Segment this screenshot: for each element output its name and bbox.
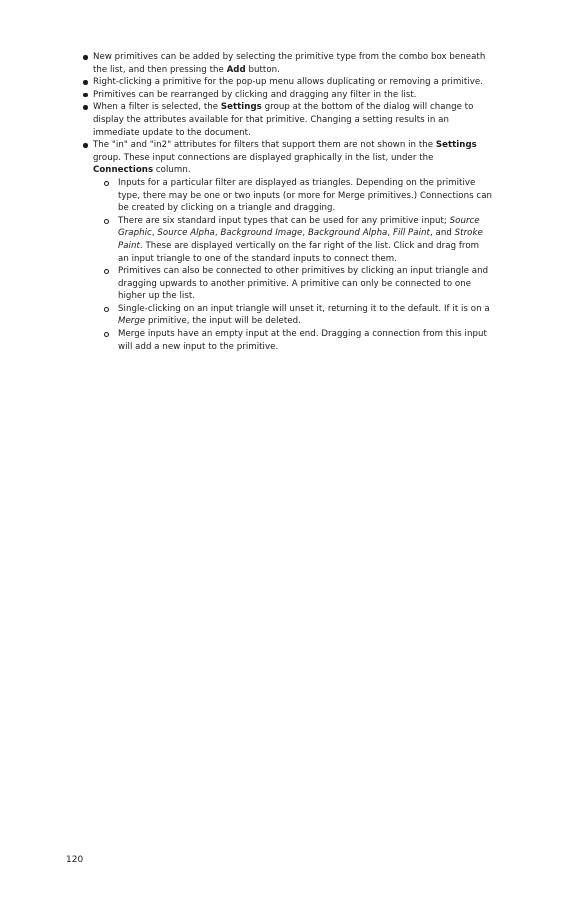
bullet-icon — [83, 93, 88, 98]
sub-list-item-text: Inputs for a particular filter are displayed as triangles. Depending on the primitive type, there may be one or two inputs (or more for Merge primitives.) Connections can be created by clicking on a triangle and dragging. — [118, 177, 493, 214]
input-type-source-alpha: Source Alpha — [157, 228, 215, 239]
sub-list-item-text: primitive, the input will be deleted. — [145, 316, 301, 327]
input-type-fill-paint: Fill Paint — [392, 228, 430, 239]
page-number: 120 — [66, 855, 84, 865]
hollow-bullet-icon — [104, 269, 109, 274]
bullet-icon — [83, 80, 88, 85]
separator: , — [214, 228, 221, 239]
list-item — [72, 76, 492, 89]
list-item-text: Primitives can be rearranged by clicking and dragging any filter in the list. — [93, 89, 417, 100]
sub-list-item — [93, 303, 492, 328]
settings-label: Settings — [435, 140, 477, 151]
page-content — [72, 51, 492, 353]
list-item-text: New primitives can be added by selecting the primitive type from the combo box beneath the list, and then pressing the — [93, 52, 486, 75]
list-item-text: group. These input connections are displayed graphically in the list, under the — [93, 152, 434, 163]
sub-list-item-text: Single-clicking on an input triangle will unset it, returning it to the default. If it is on a — [118, 303, 490, 314]
list-item-text: When a filter is selected, the — [93, 102, 221, 113]
list-item — [72, 101, 492, 139]
separator: , and — [429, 228, 455, 239]
sub-list-item — [93, 265, 492, 303]
list-item-text: Right-clicking a primitive for the pop-up menu allows duplicating or removing a primitive. — [93, 77, 483, 88]
list-item-text: The "in" and "in2" attributes for filters that support them are not shown in the — [93, 140, 436, 151]
sub-list-item — [93, 328, 492, 353]
add-label: Add — [226, 64, 246, 75]
separator: , — [302, 228, 308, 239]
sub-list-item — [93, 215, 492, 265]
merge-label: Merge — [118, 316, 146, 327]
sub-list-item-text: . These are displayed vertically on the far right of the list. Click and drag from an input triangle to one of the standard inputs to connect them. — [118, 240, 480, 264]
list-item-text: group at the bottom of the dialog will change to display the attributes available for that primitive. Changing a setting results in an immediate update to the document. — [93, 102, 474, 138]
list-item-text: column. — [153, 165, 191, 176]
sub-list-item-text: Merge inputs have an empty input at the end. Dragging a connection from this input will add a new input to the primitive. — [118, 329, 487, 352]
connections-label: Connections — [93, 165, 154, 176]
input-type-background-image: Background Image — [220, 228, 303, 239]
separator: , — [151, 228, 158, 239]
sub-bullet-list — [93, 177, 492, 353]
hollow-bullet-icon — [104, 181, 109, 186]
list-item — [72, 89, 492, 102]
hollow-bullet-icon — [104, 332, 109, 337]
sub-list-item — [93, 177, 492, 215]
sub-list-item-text: There are six standard input types that can be used for any primitive input; — [118, 215, 450, 226]
sub-list-item-text: Primitives can also be connected to other primitives by clicking an input triangle and dragging upwards to another primitive. A primitive can only be connected to one higher up the list. — [118, 266, 489, 302]
bullet-icon — [83, 105, 88, 110]
bullet-icon — [83, 55, 88, 60]
bullet-icon — [83, 143, 88, 148]
input-type-stroke-paint: Stroke Paint — [118, 228, 483, 251]
settings-label: Settings — [220, 102, 262, 113]
hollow-bullet-icon — [104, 307, 109, 312]
input-type-background-alpha: Background Alpha — [307, 228, 388, 239]
list-item — [72, 139, 492, 353]
separator: , — [387, 228, 393, 239]
hollow-bullet-icon — [104, 219, 109, 224]
bullet-list — [72, 51, 492, 353]
list-item — [72, 51, 492, 76]
input-type-source-graphic: Source Graphic — [118, 215, 480, 239]
list-item-text: button. — [245, 64, 280, 75]
